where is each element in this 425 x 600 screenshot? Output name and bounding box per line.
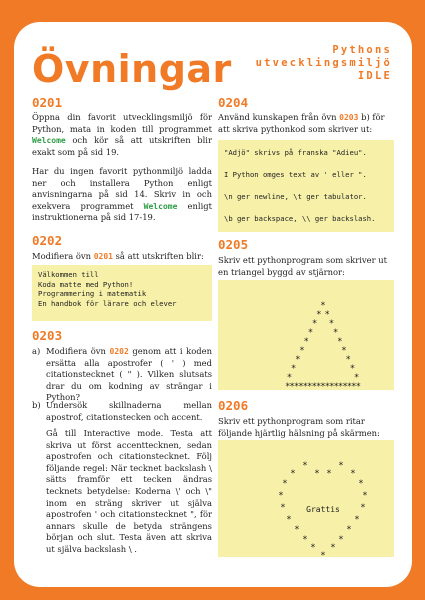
heart-star: * — [338, 460, 345, 471]
exercise-0202-code-box — [32, 265, 212, 321]
exercise-0205-triangle-box — [218, 280, 394, 390]
triangle-star: * — [287, 372, 293, 383]
list-body — [46, 346, 212, 404]
triangle-star: * — [329, 318, 335, 329]
heart-star: * — [320, 550, 327, 561]
heart-star: * — [350, 468, 357, 479]
heart-greeting-text: Grattis — [306, 504, 341, 514]
heart-star: * — [286, 514, 293, 525]
triangle-star: * — [320, 300, 327, 311]
text: genom att i koden ersätta alla apostrofer ( ' ) med citationstecknet ( " ). Vilken slutsats drar du om kodning av strängar i Python? — [46, 346, 212, 403]
text: enligt instruktionerna på sid 17-19. — [32, 200, 212, 223]
subtitle-line-2: utvecklingsmiljö — [255, 57, 392, 69]
exercise-0204-text — [218, 112, 394, 135]
triangle-star: * — [333, 381, 340, 392]
heart-star: * — [326, 468, 333, 479]
list-label: a) — [32, 346, 41, 356]
code-line: Välkommen till — [38, 270, 99, 279]
exercise-0203-heading: 0203 — [32, 328, 63, 343]
heart-star: * — [360, 502, 367, 513]
exercise-0201-paragraph-2 — [32, 166, 212, 224]
exercise-0204-code-box — [218, 140, 394, 232]
triangle-star: * — [351, 381, 357, 392]
page-subtitle — [256, 44, 392, 83]
triangle-star: * — [295, 354, 301, 365]
exercise-reference: 0201 — [93, 252, 113, 261]
triangle-star: * — [350, 363, 356, 374]
triangle-star: * — [355, 381, 362, 392]
code-line: En handbok för lärare och elever — [38, 298, 177, 308]
triangle-star: * — [338, 381, 344, 392]
triangle-star: * — [325, 381, 331, 392]
code-welcome: Welcome — [143, 201, 178, 211]
triangle-star: * — [307, 381, 313, 392]
triangle-star: * — [347, 381, 353, 392]
text: Modifiera övn — [46, 346, 110, 356]
heart-star: * — [330, 542, 337, 553]
exercise-0202-text — [32, 251, 212, 263]
exercise-0203-item-b — [32, 400, 212, 423]
star-heart-figure — [235, 450, 411, 567]
exercise-page — [14, 22, 412, 587]
exercise-0205-heading: 0205 — [218, 237, 249, 252]
subtitle-line-1: Pythons — [332, 44, 392, 56]
exercise-0206-text: Skriv ett pythonprogram som ritar följande hjärtlig hälsning på skärmen: — [218, 416, 380, 438]
triangle-star: * — [324, 309, 331, 320]
exercise-0201-paragraph-1 — [32, 112, 212, 158]
triangle-star: * — [299, 345, 306, 356]
heart-star: * — [362, 490, 369, 501]
code-line: \n ger newline, \t ger tabulator. — [224, 192, 367, 201]
triangle-star: * — [337, 336, 343, 347]
triangle-star: * — [345, 354, 352, 365]
heart-star: * — [338, 534, 345, 545]
exercise-reference: 0202 — [109, 347, 129, 356]
triangle-star: * — [289, 381, 296, 392]
text: Har du ingen favorit pythonmiljö ladda ner och installera Python enligt anvisningarna på sid 14. Skriv in och exekvera programmet — [32, 166, 212, 211]
heart-star: * — [314, 468, 321, 479]
text: Använd kunskapen från övn — [218, 112, 340, 122]
heart-star: * — [290, 468, 297, 479]
triangle-star: * — [329, 381, 335, 392]
triangle-star: * — [316, 381, 322, 392]
triangle-star: * — [342, 381, 349, 392]
star-triangle-figure — [235, 290, 411, 400]
heart-star: * — [354, 514, 361, 525]
list-body: Undersök skillnaderna mellan apostrof, citationstecken och accent. — [46, 400, 212, 422]
heart-star: * — [310, 542, 317, 553]
exercise-0201-heading: 0201 — [32, 95, 63, 110]
triangle-star: * — [291, 363, 297, 374]
triangle-star: * — [316, 309, 322, 320]
code-line: Programmering i matematik — [38, 289, 147, 299]
triangle-star: * — [294, 381, 300, 392]
text: Modifiera övn — [32, 251, 94, 261]
triangle-star: * — [333, 327, 339, 338]
code-line: I Python omges text av ' eller ". — [224, 170, 367, 179]
code-line: Koda matte med Python! — [38, 279, 134, 289]
triangle-star: * — [308, 327, 314, 338]
triangle-star: * — [311, 381, 318, 392]
triangle-star: * — [354, 372, 360, 383]
heart-star: * — [346, 524, 353, 535]
exercise-reference: 0203 — [339, 113, 359, 122]
exercise-0205-text: Skriv ett pythonprogram som skriver ut en triangel byggd av stjärnor: — [218, 255, 388, 277]
code-line: \b ger backspace, \\ ger backslash. — [224, 214, 376, 223]
heart-star: * — [294, 524, 301, 535]
exercise-0206-heart-box — [218, 440, 394, 561]
list-label: b) — [32, 400, 41, 410]
exercise-0204-heading: 0204 — [218, 95, 249, 110]
text: Öppna din favorit utvecklingsmiljö för Python, mata in koden till programmet — [32, 112, 212, 134]
exercise-0202-heading: 0202 — [32, 233, 63, 248]
heart-star: * — [282, 478, 289, 489]
triangle-star: * — [312, 318, 318, 329]
triangle-star: * — [285, 381, 291, 392]
triangle-star: * — [320, 381, 327, 392]
exercise-0203-instructions: Gå till Interactive mode. Testa att skriva ut först accenttecknen, sedan apostrofen och citationstecknet. Följ följande regel: När tecknet backslash \ sätts framför ett tecken ändras tecknets betydelse: Koderna \' och \" inom en sträng skriver ut själva apostrofen ' och citationstecknet ", för annars skulle de betyda strängens början och slut. Testa även att skriva ut själva backslash \ . — [46, 428, 212, 554]
heart-star: * — [358, 478, 365, 489]
triangle-star: * — [303, 336, 310, 347]
text: b) för att skriva pythonkod som skriver ut: — [218, 112, 385, 134]
triangle-star: * — [302, 381, 309, 392]
text: så att utskriften blir: — [112, 251, 204, 261]
heart-star: * — [302, 460, 309, 471]
code-welcome: Welcome — [32, 136, 66, 146]
triangle-star: * — [298, 381, 304, 392]
page-title: Övningar — [32, 47, 232, 91]
heart-star: * — [280, 502, 287, 513]
heart-star: * — [302, 534, 309, 545]
exercise-0203-item-a — [32, 346, 212, 404]
subtitle-line-3: IDLE — [357, 70, 392, 82]
triangle-star: * — [341, 345, 348, 356]
exercise-0206-heading: 0206 — [218, 398, 249, 413]
code-line: "Adjö" skrivs på franska "Adieu". — [224, 148, 367, 157]
text: och kör så att utskriften blir exakt som på sid 19. — [32, 135, 212, 157]
heart-star: * — [278, 490, 285, 501]
